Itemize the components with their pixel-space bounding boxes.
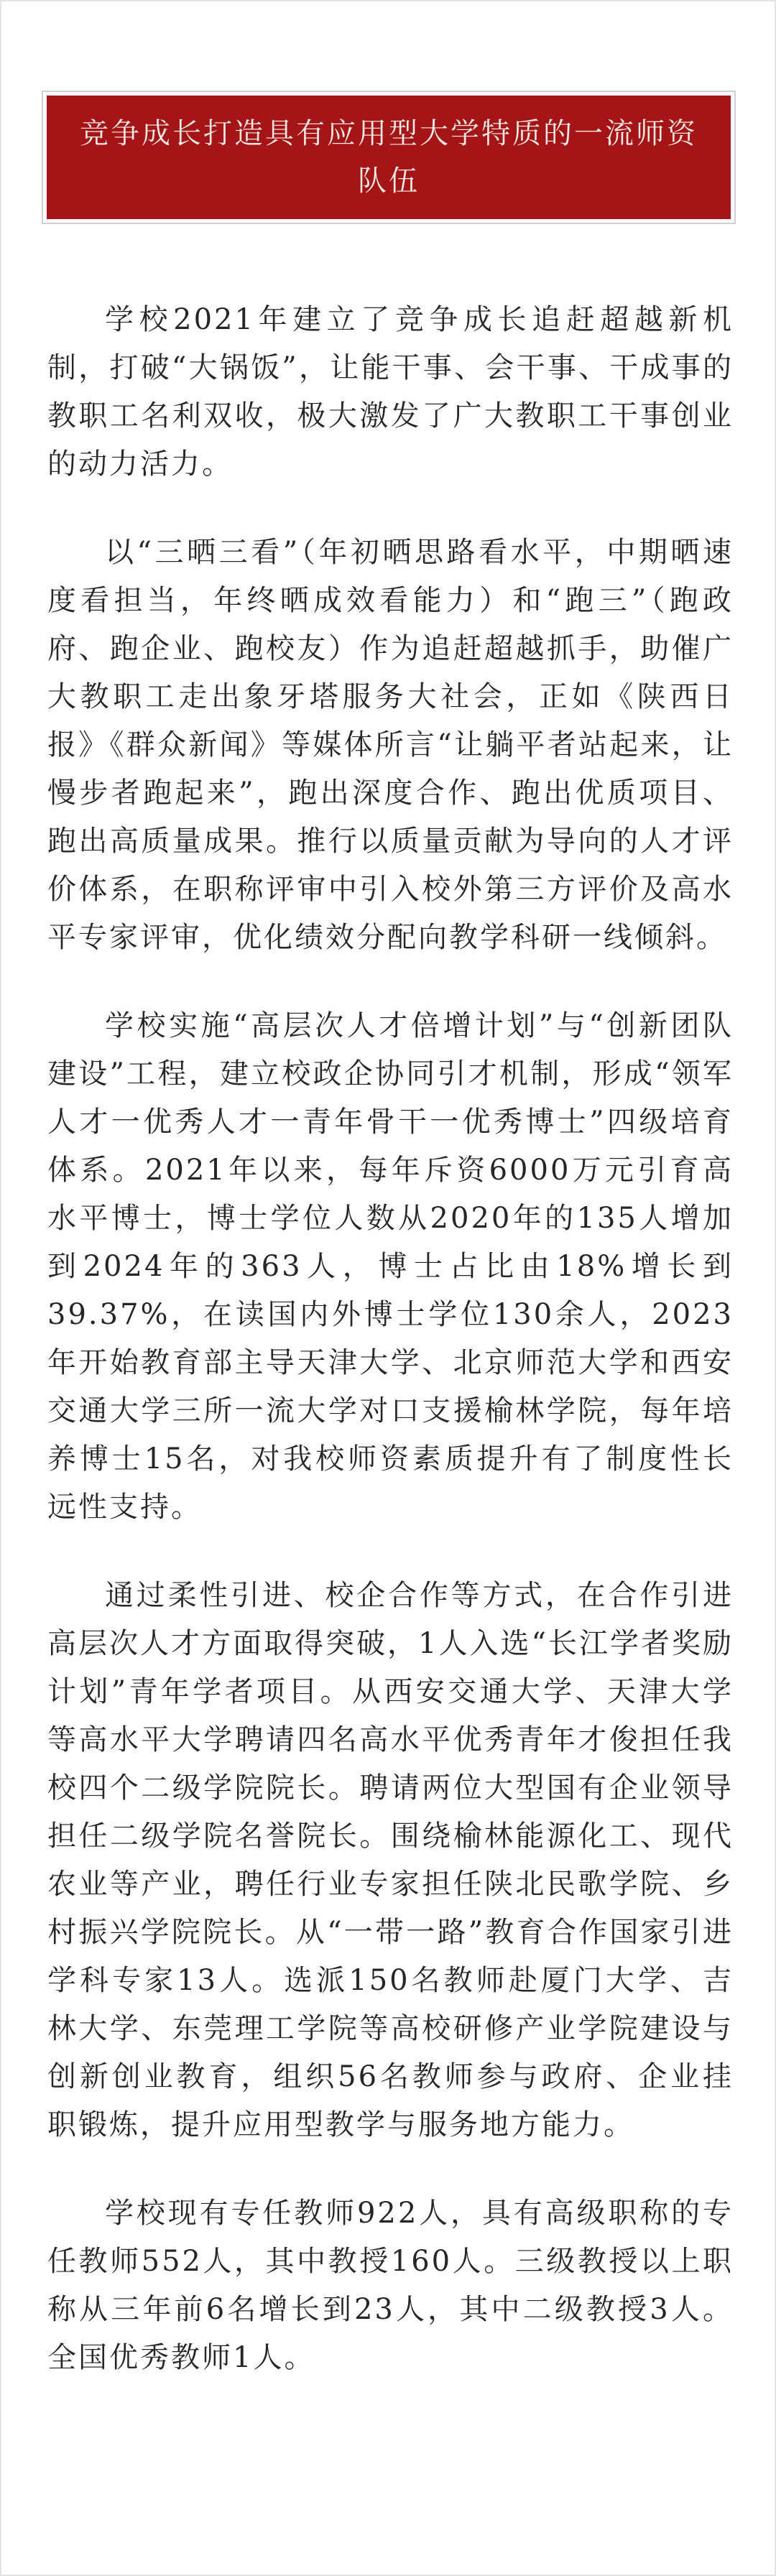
title-banner bbox=[43, 92, 734, 223]
paragraph-4: 通过柔性引进、校企合作等方式，在合作引进高层次人才方面取得突破，1人入选“长江学者奖励计划”青年学者项目。从西安交通大学、天津大学等高水平大学聘请四名高水平优秀青年才俊担任我校四个二级学院院长。聘请两位大型国有企业领导担任二级学院名誉院长。围绕榆林能源化工、现代农业等产业，聘任行业专家担任陕北民歌学院、乡村振兴学院院长。从“一带一路”教育合作国家引进学科专家13人。选派150名教师赴厦门大学、吉林大学、东莞理工学院等高校研修产业学院建设与创新创业教育，组织56名教师参与政府、企业挂职锻炼，提升应用型教学与服务地方能力。 bbox=[47, 1579, 734, 2141]
article-body bbox=[47, 296, 734, 2422]
paragraph-3: 学校实施“高层次人才倍增计划”与“创新团队建设”工程，建立校政企协同引才机制，形成“领军人才一优秀人才一青年骨干一优秀博士”四级培育体系。2021年以来，每年斥资6000万元引育高水平博士，博士学位人数从2020年的135人增加到2024年的363人，博士占比由18%增长到39.37%，在读国内外博士学位130余人，2023年开始教育部主导天津大学、北京师范大学和西安交通大学三所一流大学对口支援榆林学院，每年培养博士15名，对我校师资素质提升有了制度性长远性支持。 bbox=[47, 1009, 734, 1524]
paragraph-5: 学校现有专任教师922人，具有高级职称的专任教师552人，其中教授160人。三级教授以上职称从三年前6名增长到23人，其中二级教授3人。全国优秀教师1人。 bbox=[47, 2197, 734, 2374]
paragraph-1: 学校2021年建立了竞争成长追赶超越新机制，打破“大锅饭”，让能干事、会干事、干成事的教职工名利双收，极大激发了广大教职工干事创业的动力活力。 bbox=[47, 303, 734, 481]
paragraph-2: 以“三晒三看”（年初晒思路看水平，中期晒速度看担当，年终晒成效看能力）和“跑三”（跑政府、跑企业、跑校友）作为追赶超越抓手，助催广大教职工走出象牙塔服务大社会，正如《陕西日报》《群众新闻》等媒体所言“让躺平者站起来，让慢步者跑起来”，跑出深度合作、跑出优质项目、跑出高质量成果。推行以质量贡献为导向的人才评价体系，在职称评审中引入校外第三方评价及高水平专家评审，优化绩效分配向教学科研一线倾斜。 bbox=[47, 536, 734, 954]
article-title: 竞争成长打造具有应用型大学特质的一流师资队伍 bbox=[80, 117, 698, 198]
